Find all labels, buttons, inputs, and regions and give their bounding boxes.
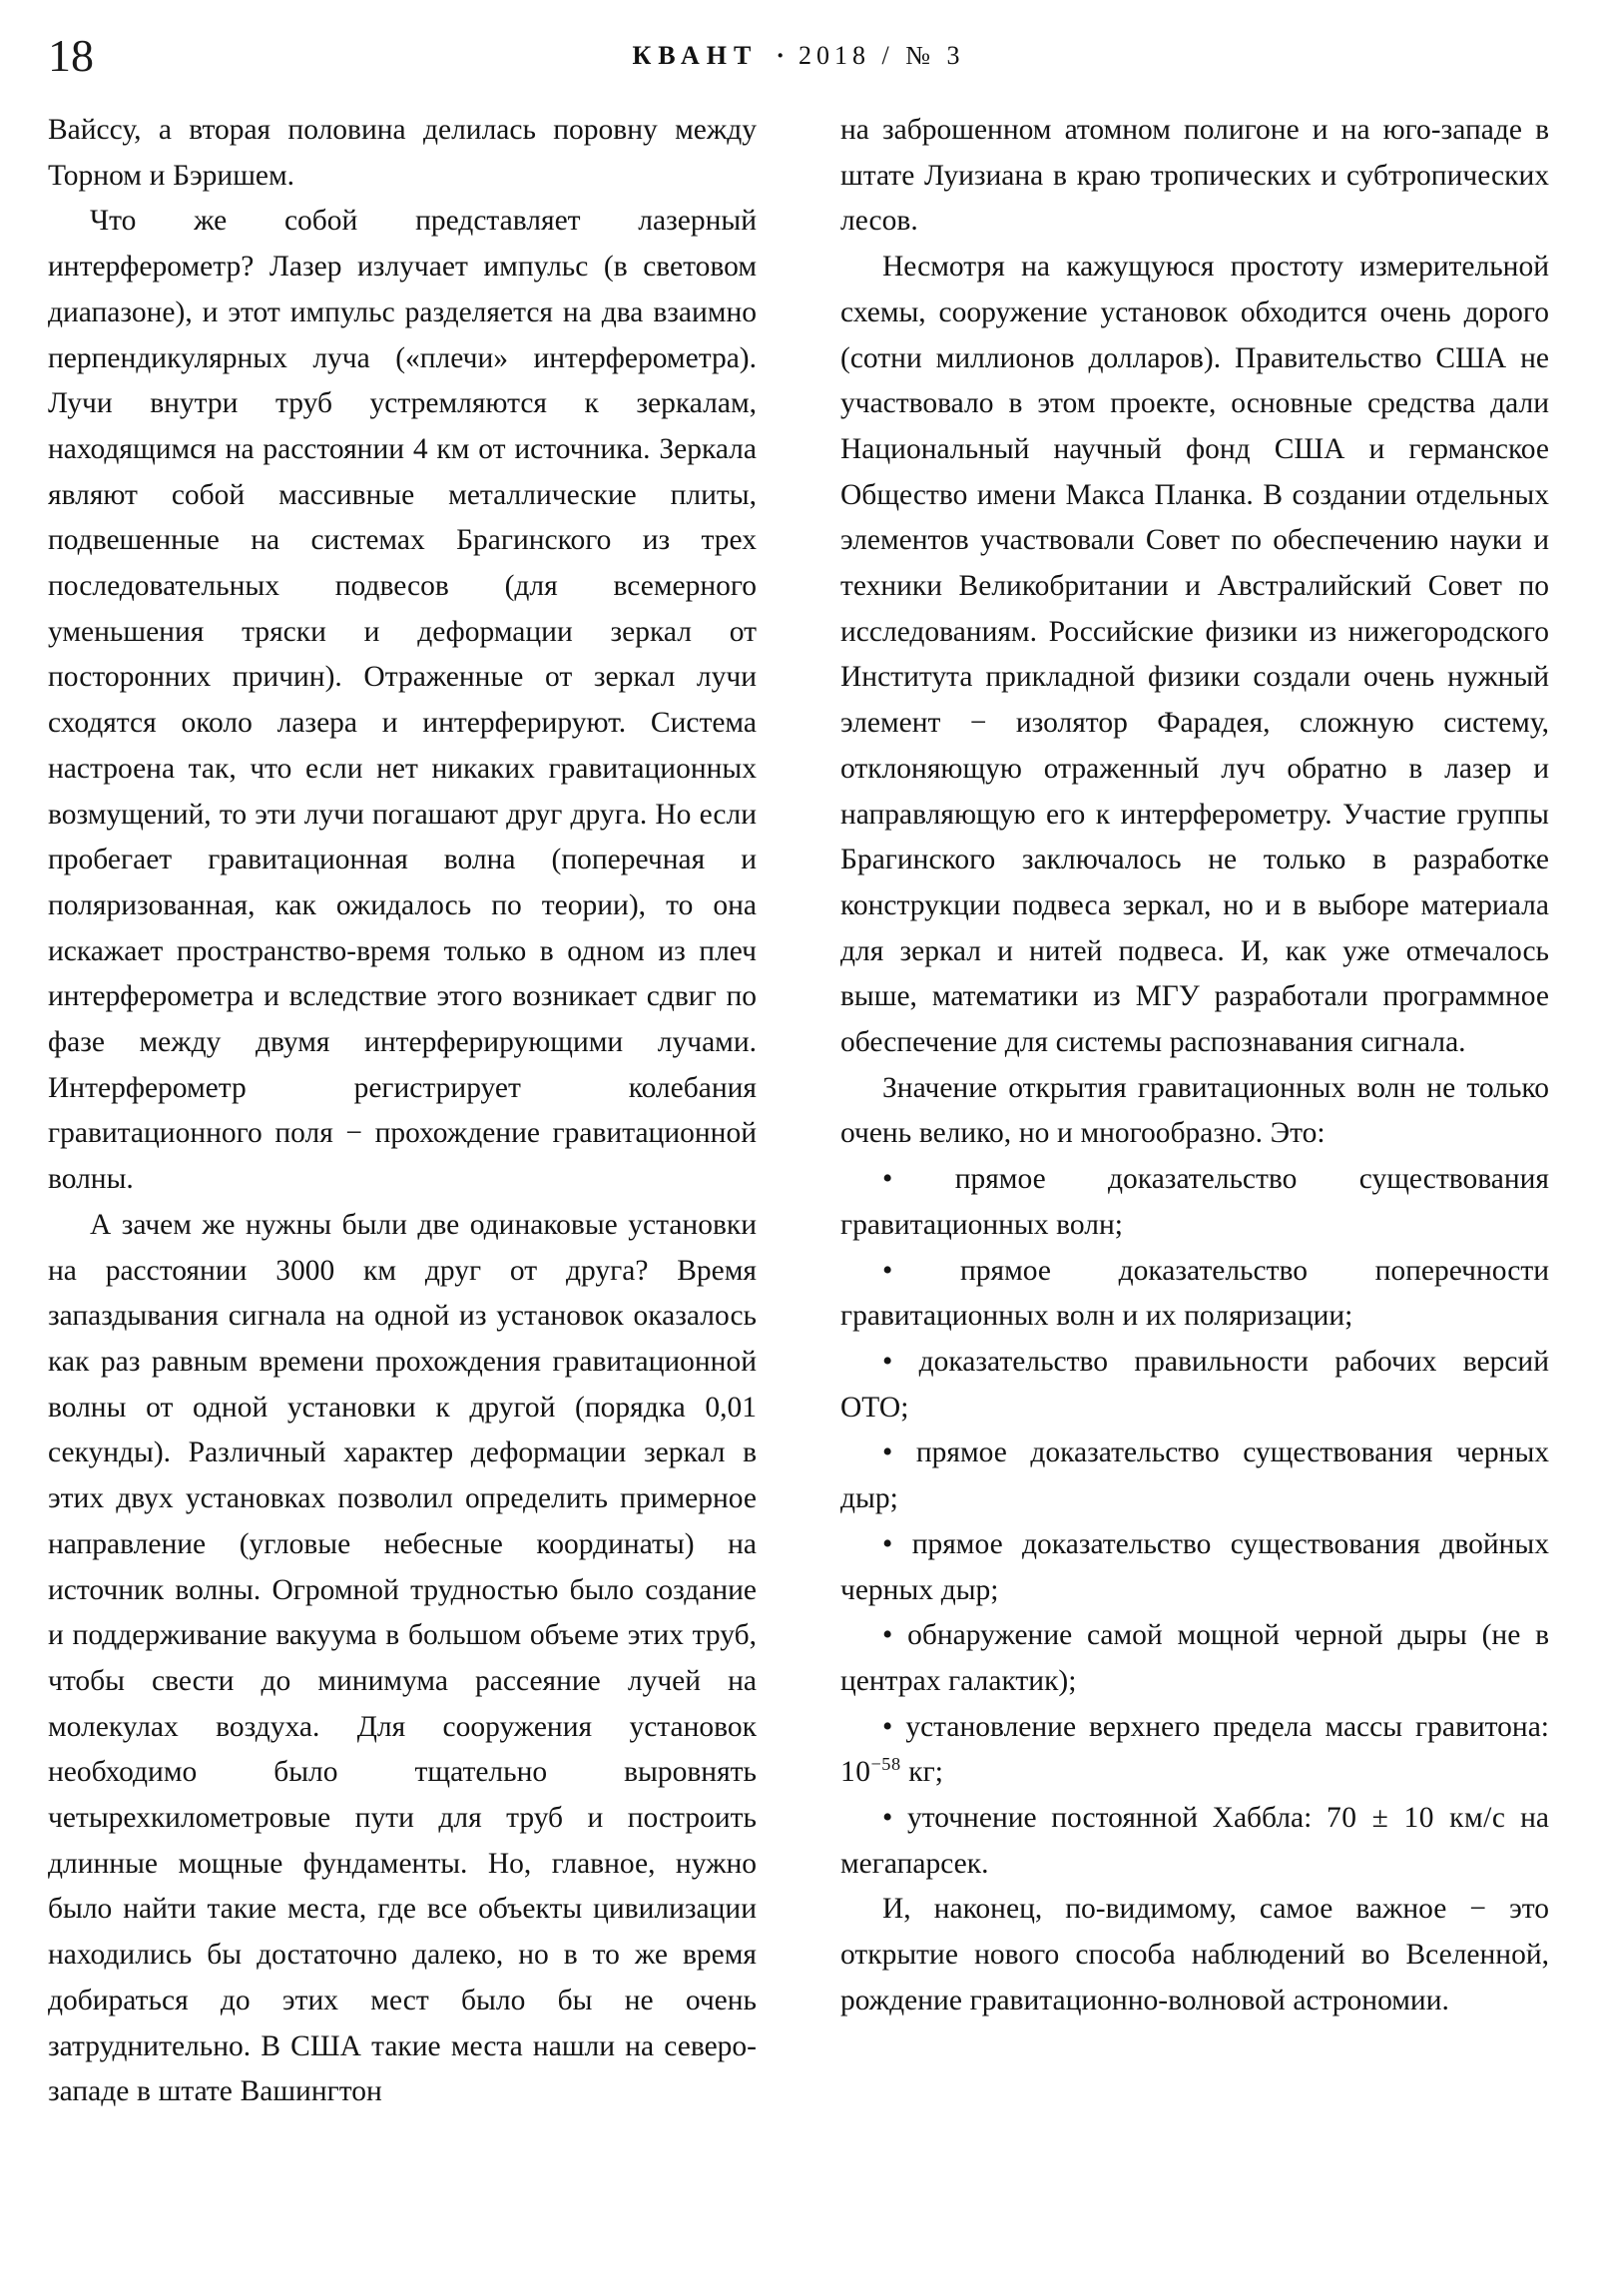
bullet-marker: • (882, 1619, 893, 1652)
two-column-body (48, 108, 1549, 2115)
paragraph-locations-continuation: на заброшенном атомном полигоне и на юго-западе в штате Луизиана в краю тропических и субтропических лесов. (840, 114, 1549, 238)
bullet-direct-proof-gw (840, 1157, 1549, 1248)
bullet-text-after: кг; (900, 1756, 943, 1789)
header-center (48, 32, 1549, 80)
journal-title: КВАНТ (632, 41, 759, 70)
page-number: 18 (48, 30, 94, 81)
paragraph-cost-and-funding: Несмотря на кажущуюся простоту измерительной схемы, сооружение установок обходится очень дорого (сотни миллионов долларов). Правительство США не участвовало в этом проекте, основные средства дали Национальный научный фонд США и германское Общество имени Макса Планка. В создании отдельных элементов участвовали Совет по обеспечению науки и техники Великобритании и Австралийский Совет по исследованиям. Российские физики из нижегородского Института прикладной физики создали очень нужный элемент − изолятор Фарадея, сложную систему, отклоняющую отраженный луч обратно в лазер и направляющую его к интерферометру. Участие группы Брагинского заключалось не только в разработке конструкции подвеса зеркал, но и в выборе материала для зеркал и нитей подвеса. И, как уже отмечалось выше, математики из МГУ разработали программное обеспечение для системы распознавания сигнала. (840, 251, 1549, 1059)
bullet-text: прямое доказательство поперечности гравитационных волн и их поляризации; (840, 1254, 1550, 1333)
bullet-text: обнаружение самой мощной черной дыры (не в центрах галактик); (840, 1619, 1549, 1697)
bullet-binary-black-holes (840, 1522, 1549, 1613)
bullet-marker: • (882, 1345, 893, 1378)
paragraph-weiss-continuation: Вайссу, а вторая половина делилась поровну между Торном и Бэришем. (48, 114, 757, 192)
formula-exponent: −58 (870, 1754, 901, 1775)
paragraph-why-two-installations: А зачем же нужны были две одинаковые установки на расстоянии 3000 км друг от друга? Время запаздывания сигнала на одной из установок оказалось как раз равным времени прохождения гравитационной волны от одной установки к другой (порядка 0,01 секунды). Различный характер деформации зеркал в этих двух установках позволил определить примерное направление (угловые небесные координаты) на источник волны. Огромной трудностью было создание и поддерживание вакуума в большом объеме этих труб, чтобы свести до минимума рассеяние лучей на молекулах воздуха. Для сооружения установок необходимо было тщательно выровнять четырехкилометровые пути для труб и построить длинные мощные фундаменты. Но, главное, нужно было найти такие места, где все объекты цивилизации находились бы достаточно далеко, но в то же время добираться до этих мест было бы не очень затруднительно. В США такие места нашли на северо-западе в штате Вашингтон (48, 1208, 757, 2108)
bullet-gr-working-versions (840, 1340, 1549, 1431)
bullet-text: доказательство правильности рабочих версий ОТО; (840, 1345, 1550, 1424)
bullet-text: прямое доказательство существования гравитационных волн; (840, 1163, 1549, 1241)
bullet-text: прямое доказательство существования двойных черных дыр; (840, 1527, 1550, 1606)
graviton-mass-formula (840, 1756, 901, 1788)
bullet-black-holes-existence (840, 1431, 1549, 1521)
paragraph-significance-intro: Значение открытия гравитационных волн не только очень велико, но и многообразно. Это: (840, 1071, 1549, 1150)
bullet-marker: • (882, 1527, 893, 1560)
bullet-text-before: уточнение постоянной Хаббла: (906, 1802, 1327, 1835)
bullet-marker: • (882, 1436, 893, 1469)
formula-base: 10 (840, 1756, 871, 1789)
bullet-transversality-polarization (840, 1249, 1549, 1340)
bullet-hubble-constant (840, 1796, 1549, 1887)
bullet-text-before: установление верхнего предела массы гравитона: (905, 1710, 1550, 1743)
running-head (48, 28, 1549, 84)
bullet-text: прямое доказательство существования черных дыр; (840, 1436, 1550, 1515)
paragraph-conclusion: И, наконец, по-видимому, самое важное − это открытие нового способа наблюдений во Вселенной, рождение гравитационно-волновой астрономии. (840, 1893, 1549, 2016)
issue-label: 2018 / № 3 (798, 41, 965, 70)
bullet-marker: • (882, 1802, 893, 1835)
right-column (840, 108, 1549, 2115)
left-column (48, 108, 757, 2115)
paragraph-what-is-interferometer: Что же собой представляет лазерный интерферометр? Лазер излучает импульс (в световом диапазоне), и этот импульс разделяется на два взаимно перпендикулярных луча («плечи» интерферометра). Лучи внутри труб устремляются к зеркалам, находящимся на расстоянии 4 км от источника. Зеркала являют собой массивные металлические плиты, подвешенные на системах Брагинского из трех последовательных подвесов (для всемерного уменьшения тряски и деформации зеркал от посторонних причин). Отраженные от зеркал лучи сходятся около лазера и интерферируют. Система настроена так, что если нет никаких гравитационных возмущений, то эти лучи погашают друг друга. Но если пробегает гравитационная волна (поперечная и поляризованная, как ожидалось по теории), то она искажает пространство-время только в одном из плеч интерферометра и вследствие этого возникает сдвиг по фазе между двумя интерферирующими лучами. Интерферометр регистрирует колебания гравитационного поля − прохождение гравитационной волны. (48, 205, 757, 1196)
bullet-marker: • (882, 1710, 893, 1743)
bullet-graviton-mass-limit (840, 1705, 1549, 1796)
bullet-most-massive-black-hole (840, 1613, 1549, 1704)
hubble-constant-value: 70 ± 10 км/с (1327, 1802, 1506, 1835)
bullet-text-after: на мегапарсек. (840, 1802, 1549, 1880)
bullet-marker: • (882, 1254, 893, 1287)
bullet-marker: • (882, 1163, 893, 1196)
header-separator: · (776, 41, 786, 70)
